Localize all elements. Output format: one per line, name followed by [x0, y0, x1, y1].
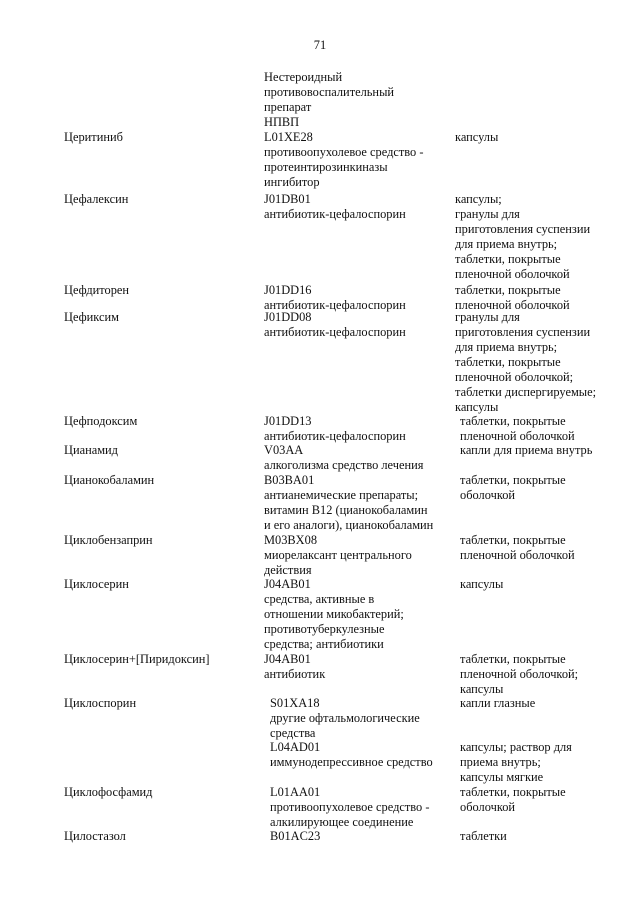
dosage-form: капсулы	[460, 682, 504, 696]
atc-code: S01XA18	[270, 696, 320, 710]
dosage-form: таблетки, покрытые	[455, 283, 561, 297]
dosage-form: таблетки, покрытые	[460, 652, 566, 666]
dosage-form: гранулы для	[455, 310, 520, 324]
atc-code: J01DD08	[264, 310, 312, 324]
drug-name: Циклосерин	[64, 577, 129, 591]
pharmacological-group: и его аналоги), цианокобаламин	[264, 518, 434, 532]
atc-code: J01DD16	[264, 283, 312, 297]
atc-code: L01AA01	[270, 785, 321, 799]
dosage-form: капсулы	[455, 400, 499, 414]
atc-code: J01DB01	[264, 192, 311, 206]
pharmacological-group: отношении микобактерий;	[264, 607, 404, 621]
atc-code: Нестероидный	[264, 70, 343, 84]
pharmacological-group: антибиотик-цефалоспорин	[264, 429, 406, 443]
atc-code: M03BX08	[264, 533, 318, 547]
atc-code: L04AD01	[270, 740, 321, 754]
pharmacological-group: алкилирующее соединение	[270, 815, 414, 829]
dosage-form: таблетки, покрытые	[460, 414, 566, 428]
atc-code: B01AC23	[270, 829, 321, 843]
pharmacological-group: антианемические препараты;	[264, 488, 419, 502]
atc-code: L01XE28	[264, 130, 313, 144]
pharmacological-group: другие офтальмологические	[270, 711, 420, 725]
pharmacological-group: иммунодепрессивное средство	[270, 755, 433, 769]
pharmacological-group: ингибитор	[264, 175, 320, 189]
dosage-form: оболочкой	[460, 800, 516, 814]
dosage-form: таблетки, покрытые	[455, 355, 561, 369]
drug-name: Цианокобаламин	[64, 473, 155, 487]
pharmacological-group: противотуберкулезные	[264, 622, 385, 636]
drug-name: Цефалексин	[64, 192, 129, 206]
dosage-form: оболочкой	[460, 488, 516, 502]
dosage-form: капсулы	[455, 130, 499, 144]
dosage-form: для приема внутрь;	[455, 340, 558, 354]
drug-name: Циклоспорин	[64, 696, 137, 710]
dosage-form: приготовления суспензии	[455, 222, 591, 236]
atc-code: J01DD13	[264, 414, 312, 428]
drug-name: Цефиксим	[64, 310, 119, 324]
pharmacological-group: антибиотик-цефалоспорин	[264, 325, 406, 339]
dosage-form: капсулы	[460, 577, 504, 591]
atc-code: J04AB01	[264, 577, 311, 591]
dosage-form: капли для приема внутрь	[460, 443, 593, 457]
dosage-form: гранулы для	[455, 207, 520, 221]
dosage-form: таблетки, покрытые	[455, 252, 561, 266]
pharmacological-group: средства	[270, 726, 316, 740]
dosage-form: приема внутрь;	[460, 755, 541, 769]
drug-name: Цианамид	[64, 443, 118, 457]
pharmacological-group: действия	[264, 563, 312, 577]
pharmacological-group: НПВП	[264, 115, 300, 129]
drug-name: Цилостазол	[64, 829, 126, 843]
pharmacological-group: противовоспалительный	[264, 85, 395, 99]
pharmacological-group: протеинтирозинкиназы	[264, 160, 388, 174]
dosage-form: приготовления суспензии	[455, 325, 591, 339]
dosage-form: пленочной оболочкой	[460, 429, 575, 443]
dosage-form: капли глазные	[460, 696, 536, 710]
atc-code: J04AB01	[264, 652, 311, 666]
dosage-form: таблетки, покрытые	[460, 533, 566, 547]
page-number: 71	[313, 38, 327, 52]
pharmacological-group: антибиотик-цефалоспорин	[264, 298, 406, 312]
pharmacological-group: препарат	[264, 100, 312, 114]
drug-name: Церитиниб	[64, 130, 123, 144]
atc-code: B03BA01	[264, 473, 315, 487]
atc-code: V03AA	[264, 443, 304, 457]
pharmacological-group: средства, активные в	[264, 592, 375, 606]
pharmacological-group: противоопухолевое средство -	[264, 145, 424, 159]
dosage-form: таблетки, покрытые	[460, 785, 566, 799]
dosage-form: таблетки диспергируемые;	[455, 385, 597, 399]
pharmacological-group: алкоголизма средство лечения	[264, 458, 424, 472]
drug-name: Циклосерин+[Пиридоксин]	[64, 652, 210, 666]
drug-name: Цефподоксим	[64, 414, 138, 428]
dosage-form: для приема внутрь;	[455, 237, 558, 251]
drug-name: Циклобензаприн	[64, 533, 153, 547]
pharmacological-group: антибиотик	[264, 667, 326, 681]
dosage-form: пленочной оболочкой;	[455, 370, 574, 384]
dosage-form: капсулы мягкие	[460, 770, 544, 784]
pharmacological-group: антибиотик-цефалоспорин	[264, 207, 406, 221]
dosage-form: пленочной оболочкой	[460, 548, 575, 562]
dosage-form: капсулы;	[455, 192, 502, 206]
dosage-form: капсулы; раствор для	[460, 740, 572, 754]
dosage-form: пленочной оболочкой	[455, 267, 570, 281]
pharmacological-group: миорелаксант центрального	[264, 548, 412, 562]
pharmacological-group: средства; антибиотики	[264, 637, 384, 651]
pharmacological-group: витамин B12 (цианокобаламин	[264, 503, 428, 517]
dosage-form: таблетки	[460, 829, 507, 843]
drug-name: Циклофосфамид	[64, 785, 153, 799]
pharmacological-group: противоопухолевое средство -	[270, 800, 430, 814]
dosage-form: таблетки, покрытые	[460, 473, 566, 487]
drug-name: Цефдиторен	[64, 283, 130, 297]
dosage-form: пленочной оболочкой	[455, 298, 570, 312]
dosage-form: пленочной оболочкой;	[460, 667, 579, 681]
